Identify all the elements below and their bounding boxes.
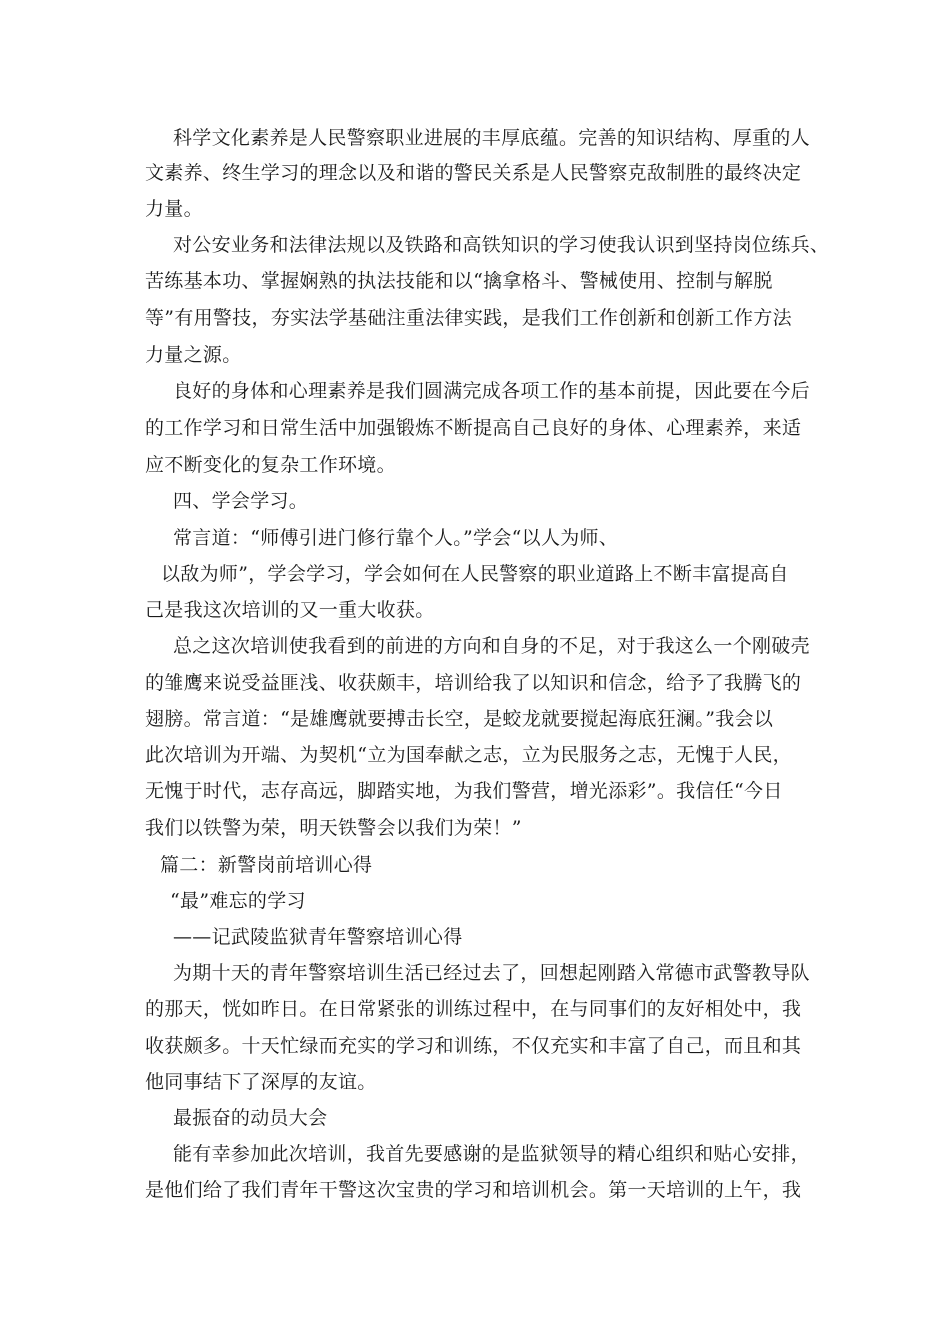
text-line: 的那天，恍如昨日。在日常紧张的训练过程中，在与同事们的友好相处中，我 (145, 998, 802, 1020)
text-line: 我们以铁警为荣，明天铁警会以我们为荣！” (145, 817, 522, 839)
text-line: 收获颇多。十天忙绿而充实的学习和训练，不仅充实和丰富了自己，而且和其 (145, 1035, 802, 1057)
text-line: 苦练基本功、掌握娴熟的执法技能和以“擒拿格斗、警械使用、控制与解脱 (145, 270, 773, 292)
text-line: 他同事结下了深厚的友谊。 (145, 1071, 377, 1093)
section-heading: 四、学会学习。 (173, 490, 309, 512)
text-line: 翅膀。常言道：“是雄鹰就要搏击长空，是蛟龙就要搅起海底狂澜。”我会以 (145, 708, 774, 730)
text-line: 总之这次培训使我看到的前进的方向和自身的不足，对于我这么一个刚破壳 (173, 635, 810, 657)
text-line: 无愧于时代，志存高远，脚踏实地，为我们警营，增光添彩”。我信任“今日 (145, 780, 783, 802)
text-line: 此次培训为开端、为契机“立为国奉献之志，立为民服务之志，无愧于人民， (145, 744, 792, 766)
text-line: 的雏鹰来说受益匪浅、收获颇丰，培训给我了以知识和信念，给予了我腾飞的 (145, 672, 802, 694)
text-line: 良好的身体和心理素养是我们圆满完成各项工作的基本前提，因此要在今后 (173, 380, 810, 402)
text-line: 力量之源。 (145, 344, 242, 366)
text-line: 等”有用警技，夯实法学基础注重法律实践，是我们工作创新和创新工作方法 (145, 307, 792, 329)
text-line: 力量。 (145, 198, 203, 220)
text-line: 是他们给了我们青年干警这次宝贵的学习和培训机会。第一天培训的上午，我 (145, 1179, 802, 1201)
article-subtitle: “最”难忘的学习 (170, 890, 306, 912)
text-line: 能有幸参加此次培训，我首先要感谢的是监狱领导的精心组织和贴心安排， (173, 1143, 810, 1165)
text-line: 的工作学习和日常生活中加强锻炼不断提高自己良好的身体、心理素养，来适 (145, 417, 802, 439)
text-line: 为期十天的青年警察培训生活已经过去了，回想起刚踏入常德市武警教导队 (173, 962, 810, 984)
article-subtitle: ——记武陵监狱青年警察培训心得 (173, 926, 463, 948)
text-line: 己是我这次培训的又一重大收获。 (145, 599, 435, 621)
section-heading: 最振奋的动员大会 (173, 1107, 328, 1129)
text-line: 以敌为师”，学会学习，学会如何在人民警察的职业道路上不断丰富提高自 (161, 563, 789, 585)
text-line: 对公安业务和法律法规以及铁路和高铁知识的学习使我认识到坚持岗位练兵、 (173, 234, 830, 256)
text-line: 文素养、终生学习的理念以及和谐的警民关系是人民警察克敌制胜的最终决定 (145, 162, 802, 184)
text-line: 科学文化素养是人民警察职业进展的丰厚底蕴。完善的知识结构、厚重的人 (173, 127, 810, 149)
text-line: 应不断变化的复杂工作环境。 (145, 454, 396, 476)
text-line: 常言道：“师傅引进门修行靠个人。”学会“以人为师、 (173, 527, 619, 549)
article-title: 篇二：新警岗前培训心得 (160, 854, 373, 876)
